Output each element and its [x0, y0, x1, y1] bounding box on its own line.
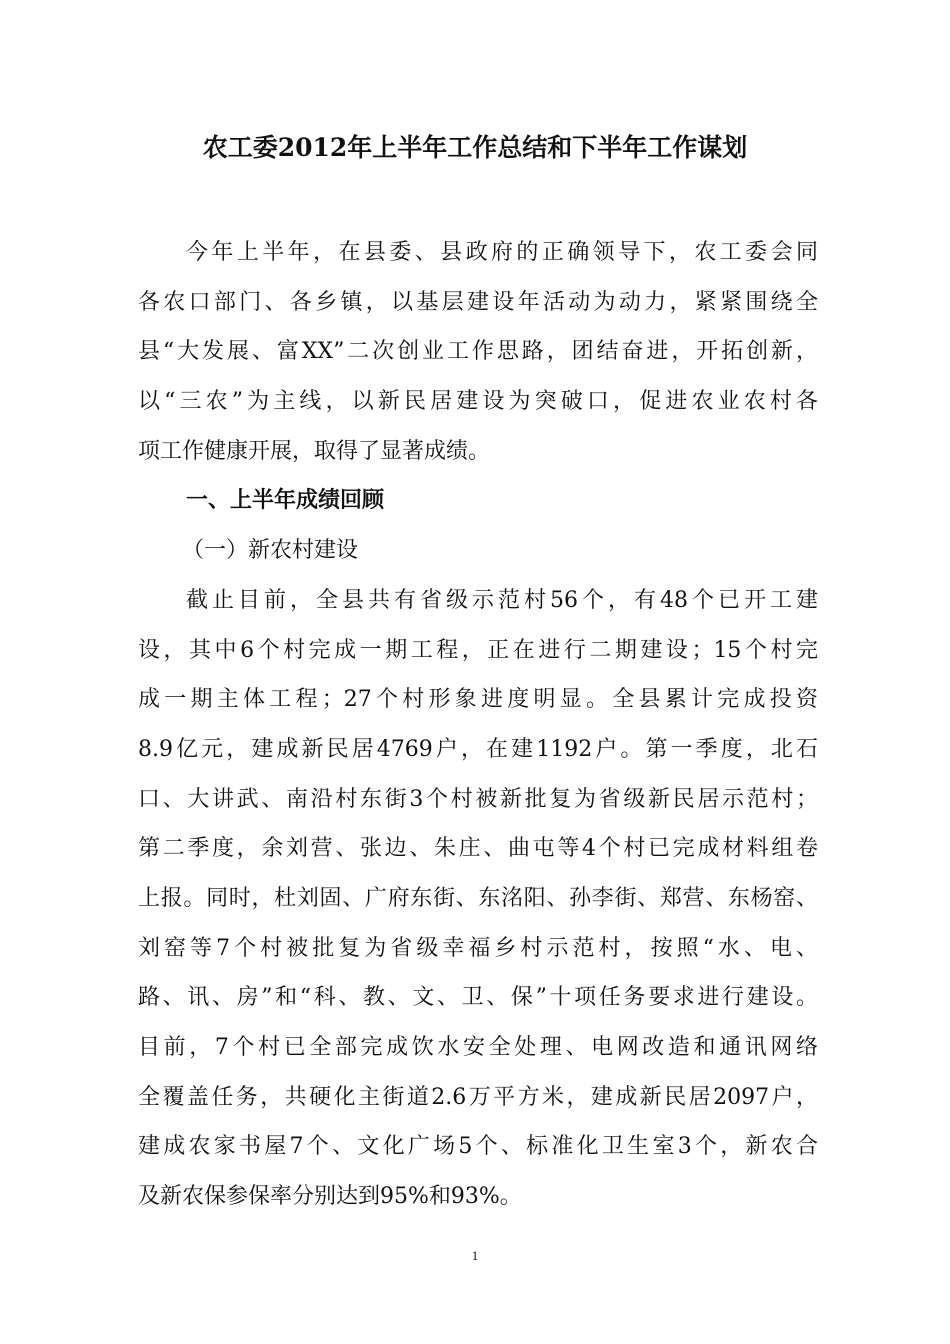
paragraph-line: 建成农家书屋7个、文化广场5个、标准化卫生室3个，新农合 [138, 1134, 818, 1160]
intro-line: 以“三农”为主线，以新民居建设为突破口，促进农业农村各 [138, 389, 818, 415]
section-heading: 一、上半年成绩回顾 [186, 488, 385, 514]
paragraph-line: 目前，7个村已全部完成饮水安全处理、电网改造和通讯网络 [138, 1035, 818, 1060]
paragraph-line: 8.9亿元，建成新民居4769户，在建1192户。第一季度，北石 [138, 736, 818, 762]
paragraph-line: 截止目前，全县共有省级示范村56个，有48个已开工建 [186, 587, 818, 613]
paragraph-line: 上报。同时，杜刘固、广府东街、东洺阳、孙李街、郑营、东杨窑、 [138, 885, 818, 911]
paragraph-line: 第二季度，余刘营、张边、朱庄、曲屯等4个村已完成材料组卷 [138, 836, 818, 862]
intro-line: 县“大发展、富XX”二次创业工作思路，团结奋进，开拓创新， [138, 339, 818, 365]
paragraph-line: 刘窑等7个村被批复为省级幸福乡村示范村，按照“水、电、 [138, 935, 818, 961]
paragraph-line: 成一期主体工程；27个村形象进度明显。全县累计完成投资 [138, 687, 818, 713]
paragraph-line: 路、讯、房”和“科、教、文、卫、保”十项任务要求进行建设。 [138, 985, 818, 1011]
paragraph-line: 口、大讲武、南沿村东街3个村被新批复为省级新民居示范村； [138, 786, 818, 812]
paragraph-line: 及新农保参保率分别达到95%和93%。 [138, 1184, 522, 1210]
paragraph-line: 全覆盖任务，共硬化主街道2.6万平方米，建成新民居2097户， [138, 1084, 818, 1110]
document-title: 农工委2012年上半年工作总结和下半年工作谋划 [202, 133, 748, 162]
paragraph-line: 设，其中6个村完成一期工程，正在进行二期建设；15个村完 [138, 637, 818, 663]
page-number: 1 [471, 1248, 479, 1263]
subsection-heading: （一）新农村建设 [182, 538, 359, 564]
intro-line: 项工作健康开展，取得了显著成绩。 [138, 438, 491, 464]
document-body [138, 228, 818, 1222]
intro-line: 各农口部门、各乡镇，以基层建设年活动为动力，紧紧围绕全 [138, 289, 818, 315]
intro-line: 今年上半年，在县委、县政府的正确领导下，农工委会同 [186, 240, 818, 265]
